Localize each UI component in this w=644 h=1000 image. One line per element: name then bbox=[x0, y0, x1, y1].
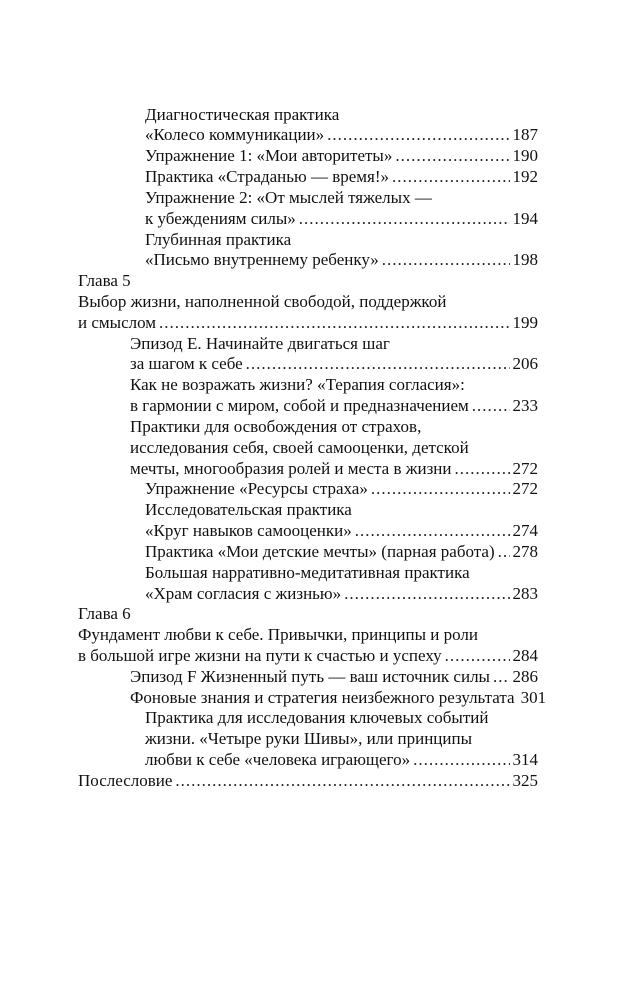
leader-dots bbox=[498, 541, 510, 563]
page-number: 301 bbox=[520, 688, 547, 707]
chapter-title: Фундамент любви к себе. Привычки, принципы и роли bbox=[78, 625, 478, 644]
toc-entry bbox=[145, 583, 538, 605]
toc-entry-text: любви к себе «человека играющего» bbox=[145, 750, 411, 769]
toc-entry-text: Упражнение 1: «Мои авторитеты» bbox=[145, 146, 393, 165]
toc-entry-text: «Письмо внутреннему ребенку» bbox=[145, 250, 379, 269]
toc-entry bbox=[145, 145, 538, 167]
toc-entry bbox=[145, 541, 538, 563]
toc-entry bbox=[130, 458, 538, 480]
leader-dots bbox=[159, 312, 509, 334]
chapter-title: Выбор жизни, наполненной свободой, поддержкой bbox=[78, 292, 447, 311]
page-number: 314 bbox=[512, 750, 538, 769]
leader-dots bbox=[175, 770, 509, 792]
toc-entry-text: Исследовательская практика bbox=[145, 500, 352, 519]
leader-dots bbox=[299, 208, 510, 230]
page-number: 325 bbox=[512, 771, 538, 790]
toc-entry-text: Эпизод F Жизненный путь — ваш источник силы bbox=[130, 667, 490, 686]
leader-dots bbox=[455, 458, 510, 480]
toc-entry-text: Упражнение «Ресурсы страха» bbox=[145, 479, 368, 498]
page-number: 194 bbox=[512, 209, 538, 228]
toc-entry-text: Практика для исследования ключевых событий bbox=[145, 708, 489, 727]
leader-dots bbox=[493, 666, 510, 688]
leader-dots bbox=[382, 249, 510, 271]
chapter-label: Глава 6 bbox=[78, 604, 131, 623]
toc-entry-text: Практики для освобождения от страхов, bbox=[130, 417, 422, 436]
toc-entry-text: исследования себя, своей самооценки, детской bbox=[130, 438, 469, 457]
toc-entry-text: за шагом к себе bbox=[130, 354, 243, 373]
toc-entry-text: «Круг навыков самооценки» bbox=[145, 521, 352, 540]
page-number: 283 bbox=[512, 584, 538, 603]
toc-entry bbox=[145, 166, 538, 188]
page-number: 278 bbox=[512, 542, 538, 561]
toc-entry-text: «Колесо коммуникации» bbox=[145, 125, 325, 144]
toc-entry bbox=[145, 478, 538, 500]
toc-entry-text: мечты, многообразия ролей и места в жизни bbox=[130, 459, 452, 478]
toc-entry bbox=[130, 395, 538, 417]
leader-dots bbox=[246, 353, 510, 375]
page-number: 272 bbox=[512, 459, 538, 478]
chapter-title: в большой игре жизни на пути к счастью и успеху bbox=[78, 646, 442, 665]
toc-entry-text: Фоновые знания и стратегия неизбежного результата bbox=[130, 688, 515, 707]
page-number: 198 bbox=[512, 250, 538, 269]
leader-dots bbox=[413, 749, 509, 771]
page-number: 274 bbox=[512, 521, 538, 540]
leader-dots bbox=[344, 583, 509, 605]
leader-dots bbox=[371, 478, 510, 500]
toc-entry-text: Практика «Мои детские мечты» (парная работа) bbox=[145, 542, 495, 561]
toc-entry-text: Диагностическая практика bbox=[145, 105, 340, 124]
toc-entry-text: в гармонии с миром, собой и предназначением bbox=[130, 396, 469, 415]
toc-entry bbox=[130, 666, 538, 688]
toc-entry-text: Как не возражать жизни? «Терапия согласия»: bbox=[130, 375, 465, 394]
toc-entry bbox=[78, 645, 538, 667]
toc-entry bbox=[130, 687, 547, 709]
toc-entry bbox=[78, 770, 538, 792]
page-number: 187 bbox=[512, 125, 538, 144]
toc-entry-text: Практика «Страданью — время!» bbox=[145, 167, 390, 186]
toc-entry-text: Эпизод E. Начинайте двигаться шаг bbox=[130, 334, 390, 353]
toc-entry bbox=[145, 208, 538, 230]
page-number: 284 bbox=[512, 646, 538, 665]
toc-entry-text: к убеждениям силы» bbox=[145, 209, 296, 228]
leader-dots bbox=[395, 145, 509, 167]
chapter-label: Глава 5 bbox=[78, 271, 131, 290]
page-number: 199 bbox=[512, 313, 538, 332]
toc-entry bbox=[145, 124, 538, 146]
page-number: 190 bbox=[512, 146, 538, 165]
leader-dots bbox=[445, 645, 510, 667]
leader-dots bbox=[392, 166, 509, 188]
toc-entry-text: Послесловие bbox=[78, 771, 173, 790]
chapter-title: и смыслом bbox=[78, 313, 157, 332]
toc-entry bbox=[145, 249, 538, 271]
toc-entry bbox=[145, 520, 538, 542]
toc-entry bbox=[145, 749, 538, 771]
leader-dots bbox=[355, 520, 510, 542]
page-number: 286 bbox=[512, 667, 538, 686]
leader-dots bbox=[472, 395, 510, 417]
toc-entry-text: жизни. «Четыре руки Шивы», или принципы bbox=[145, 729, 473, 748]
toc-entry-text: Упражнение 2: «От мыслей тяжелых — bbox=[145, 188, 432, 207]
page-number: 206 bbox=[512, 354, 538, 373]
page-number: 272 bbox=[512, 479, 538, 498]
toc-entry bbox=[130, 353, 538, 375]
toc-entry-text: «Храм согласия с жизнью» bbox=[145, 584, 342, 603]
toc-entry-text: Глубинная практика bbox=[145, 230, 292, 249]
leader-dots bbox=[327, 124, 509, 146]
page-number: 233 bbox=[512, 396, 538, 415]
toc-entry bbox=[78, 312, 538, 334]
toc-entry-text: Большая нарративно-медитативная практика bbox=[145, 563, 470, 582]
page-number: 192 bbox=[512, 167, 538, 186]
